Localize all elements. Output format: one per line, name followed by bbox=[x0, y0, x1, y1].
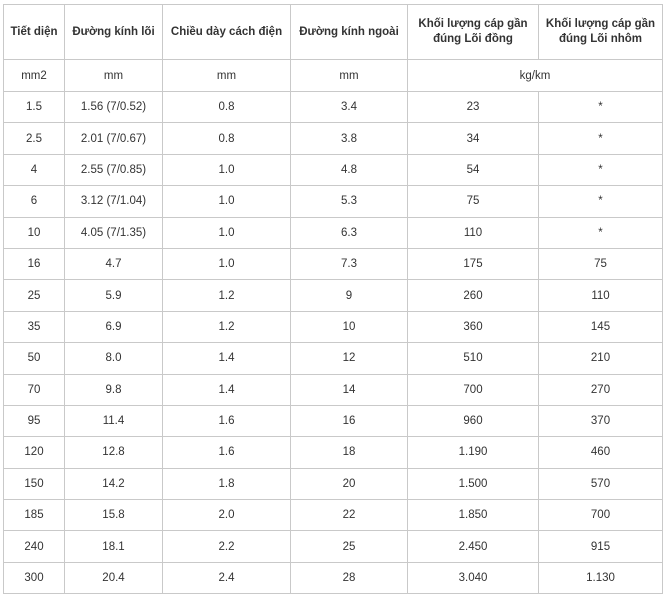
table-cell: 0.8 bbox=[163, 123, 291, 154]
table-cell: 10 bbox=[4, 217, 65, 248]
table-row bbox=[4, 154, 663, 185]
table-cell: 700 bbox=[408, 374, 539, 405]
table-cell: 4.05 (7/1.35) bbox=[65, 217, 163, 248]
table-cell: 75 bbox=[539, 248, 663, 279]
table-cell: 14 bbox=[291, 374, 408, 405]
table-row bbox=[4, 343, 663, 374]
table-cell: 260 bbox=[408, 280, 539, 311]
table-cell: 2.55 (7/0.85) bbox=[65, 154, 163, 185]
table-row bbox=[4, 374, 663, 405]
table-cell: 360 bbox=[408, 311, 539, 342]
table-cell: 510 bbox=[408, 343, 539, 374]
units-row bbox=[4, 60, 663, 92]
table-cell: 460 bbox=[539, 437, 663, 468]
table-cell: 1.0 bbox=[163, 217, 291, 248]
table-cell: 11.4 bbox=[65, 405, 163, 436]
header-insulation-thickness: Chiều dày cách điện bbox=[163, 5, 291, 60]
table-cell: 1.0 bbox=[163, 248, 291, 279]
table-cell: 23 bbox=[408, 92, 539, 123]
table-cell: 9.8 bbox=[65, 374, 163, 405]
table-cell: 1.4 bbox=[163, 343, 291, 374]
table-row bbox=[4, 500, 663, 531]
table-cell: 7.3 bbox=[291, 248, 408, 279]
table-cell: 3.8 bbox=[291, 123, 408, 154]
unit-cell: mm bbox=[163, 60, 291, 92]
table-cell: 3.12 (7/1.04) bbox=[65, 186, 163, 217]
table-row bbox=[4, 311, 663, 342]
table-cell: 16 bbox=[291, 405, 408, 436]
table-cell: 1.850 bbox=[408, 500, 539, 531]
table-cell: 5.9 bbox=[65, 280, 163, 311]
table-cell: 270 bbox=[539, 374, 663, 405]
unit-cell: mm bbox=[291, 60, 408, 92]
table-cell: 20 bbox=[291, 468, 408, 499]
table-cell: 175 bbox=[408, 248, 539, 279]
table-cell: 150 bbox=[4, 468, 65, 499]
table-row bbox=[4, 562, 663, 593]
table-cell: 210 bbox=[539, 343, 663, 374]
table-row bbox=[4, 437, 663, 468]
table-cell: 16 bbox=[4, 248, 65, 279]
table-cell: 2.4 bbox=[163, 562, 291, 593]
table-row bbox=[4, 531, 663, 562]
table-cell: 2.450 bbox=[408, 531, 539, 562]
table-cell: 12.8 bbox=[65, 437, 163, 468]
table-cell: 15.8 bbox=[65, 500, 163, 531]
table-cell: 4.8 bbox=[291, 154, 408, 185]
table-cell: * bbox=[539, 123, 663, 154]
table-cell: 145 bbox=[539, 311, 663, 342]
table-cell: * bbox=[539, 217, 663, 248]
table-cell: 70 bbox=[4, 374, 65, 405]
table-cell: 25 bbox=[291, 531, 408, 562]
table-cell: 3.4 bbox=[291, 92, 408, 123]
header-weight-aluminum: Khối lượng cáp gần đúng Lõi nhôm bbox=[539, 5, 663, 60]
table-cell: 2.01 (7/0.67) bbox=[65, 123, 163, 154]
header-cross-section: Tiết diện bbox=[4, 5, 65, 60]
table-cell: 120 bbox=[4, 437, 65, 468]
table-row bbox=[4, 405, 663, 436]
table-cell: 1.2 bbox=[163, 311, 291, 342]
table-cell: 5.3 bbox=[291, 186, 408, 217]
table-row bbox=[4, 217, 663, 248]
table-row bbox=[4, 248, 663, 279]
table-cell: 185 bbox=[4, 500, 65, 531]
table-cell: 110 bbox=[408, 217, 539, 248]
table-cell: 700 bbox=[539, 500, 663, 531]
table-cell: 22 bbox=[291, 500, 408, 531]
table-cell: 1.190 bbox=[408, 437, 539, 468]
table-cell: 35 bbox=[4, 311, 65, 342]
header-row bbox=[4, 5, 663, 60]
table-cell: 1.2 bbox=[163, 280, 291, 311]
table-row bbox=[4, 186, 663, 217]
table-cell: 240 bbox=[4, 531, 65, 562]
table-cell: 18 bbox=[291, 437, 408, 468]
table-row bbox=[4, 123, 663, 154]
table-cell: 4 bbox=[4, 154, 65, 185]
table-cell: 1.130 bbox=[539, 562, 663, 593]
table-cell: 95 bbox=[4, 405, 65, 436]
table-cell: 12 bbox=[291, 343, 408, 374]
cable-spec-table bbox=[3, 4, 663, 594]
table-cell: 10 bbox=[291, 311, 408, 342]
table-cell: 18.1 bbox=[65, 531, 163, 562]
table-cell: 6.9 bbox=[65, 311, 163, 342]
table-cell: * bbox=[539, 92, 663, 123]
table-cell: 2.5 bbox=[4, 123, 65, 154]
table-cell: 54 bbox=[408, 154, 539, 185]
header-outer-diameter: Đường kính ngoài bbox=[291, 5, 408, 60]
table-cell: * bbox=[539, 186, 663, 217]
table-cell: 1.500 bbox=[408, 468, 539, 499]
table-cell: 110 bbox=[539, 280, 663, 311]
table-cell: 300 bbox=[4, 562, 65, 593]
header-weight-copper: Khối lượng cáp gần đúng Lõi đồng bbox=[408, 5, 539, 60]
table-cell: 1.5 bbox=[4, 92, 65, 123]
unit-cell: mm bbox=[65, 60, 163, 92]
table-cell: 2.2 bbox=[163, 531, 291, 562]
table-cell: * bbox=[539, 154, 663, 185]
table-cell: 1.4 bbox=[163, 374, 291, 405]
table-cell: 6 bbox=[4, 186, 65, 217]
header-core-diameter: Đường kính lõi bbox=[65, 5, 163, 60]
table-cell: 1.0 bbox=[163, 154, 291, 185]
table-cell: 570 bbox=[539, 468, 663, 499]
table-cell: 1.56 (7/0.52) bbox=[65, 92, 163, 123]
table-cell: 1.8 bbox=[163, 468, 291, 499]
table-cell: 370 bbox=[539, 405, 663, 436]
table-row bbox=[4, 92, 663, 123]
table-cell: 9 bbox=[291, 280, 408, 311]
table-cell: 0.8 bbox=[163, 92, 291, 123]
table-cell: 3.040 bbox=[408, 562, 539, 593]
table-row bbox=[4, 468, 663, 499]
table-cell: 14.2 bbox=[65, 468, 163, 499]
table-cell: 34 bbox=[408, 123, 539, 154]
table-cell: 1.6 bbox=[163, 437, 291, 468]
table-cell: 75 bbox=[408, 186, 539, 217]
table-cell: 28 bbox=[291, 562, 408, 593]
table-cell: 1.6 bbox=[163, 405, 291, 436]
table-row bbox=[4, 280, 663, 311]
unit-cell: mm2 bbox=[4, 60, 65, 92]
table-cell: 50 bbox=[4, 343, 65, 374]
table-cell: 8.0 bbox=[65, 343, 163, 374]
table-cell: 25 bbox=[4, 280, 65, 311]
table-cell: 2.0 bbox=[163, 500, 291, 531]
table-cell: 960 bbox=[408, 405, 539, 436]
table-cell: 4.7 bbox=[65, 248, 163, 279]
unit-cell-weight: kg/km bbox=[408, 60, 663, 92]
table-cell: 1.0 bbox=[163, 186, 291, 217]
table-cell: 20.4 bbox=[65, 562, 163, 593]
table-cell: 915 bbox=[539, 531, 663, 562]
table-cell: 6.3 bbox=[291, 217, 408, 248]
